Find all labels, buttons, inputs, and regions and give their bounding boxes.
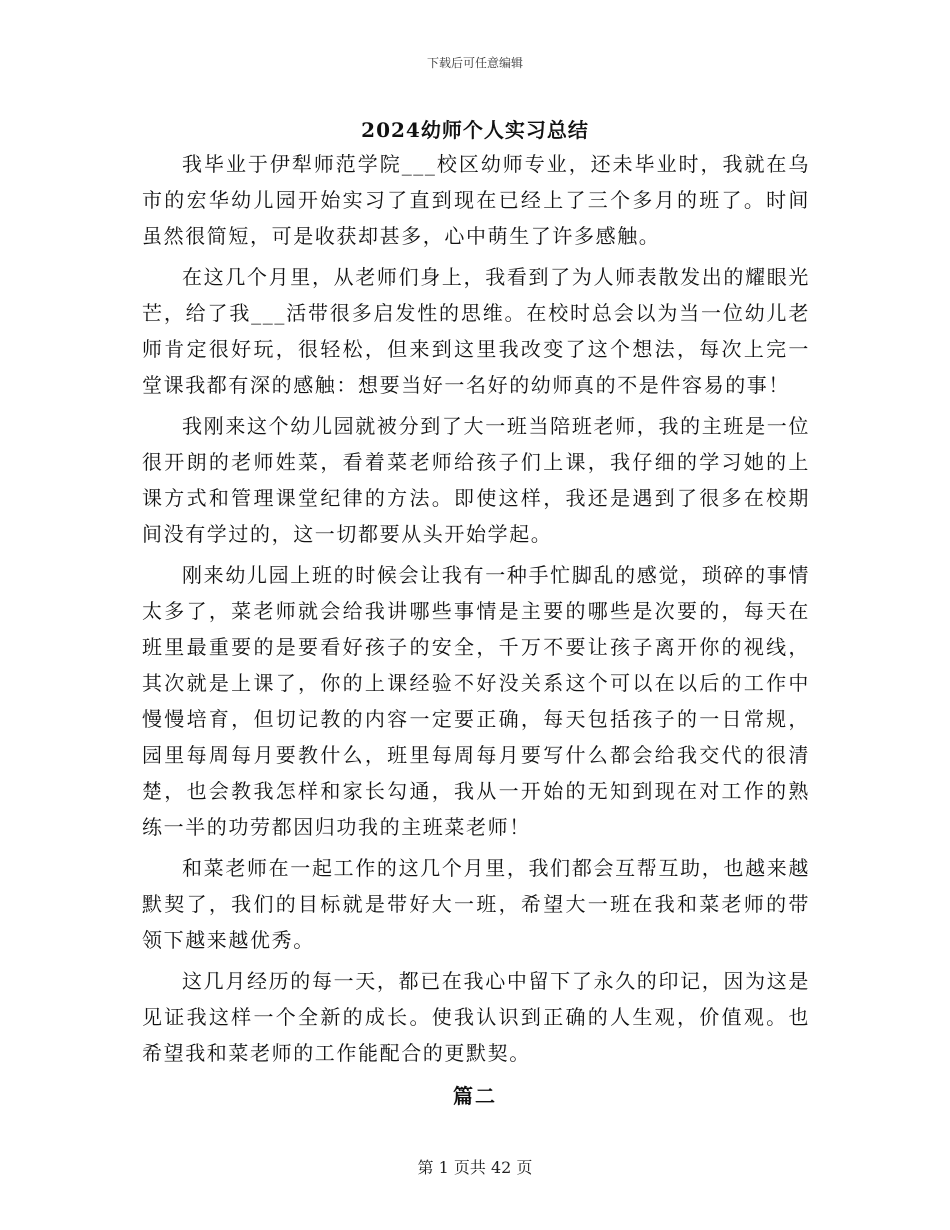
paragraph: 我毕业于伊犁师范学院___校区幼师专业，还未毕业时，我就在乌市的宏华幼儿园开始实习了直到现在已经上了三个多月的班了。时间虽然很简短，可是收获却甚多，心中萌生了许多感触。 bbox=[142, 152, 810, 248]
paragraph: 和菜老师在一起工作的这几个月里，我们都会互帮互助，也越来越默契了，我们的目标就是带好大一班，希望大一班在我和菜老师的带领下越来越优秀。 bbox=[142, 856, 810, 952]
header-note: 下载后可任意编辑 bbox=[426, 56, 523, 70]
page-footer: 第 1 页共 42 页 bbox=[417, 1158, 533, 1177]
paragraph: 我刚来这个幼儿园就被分到了大一班当陪班老师，我的主班是一位很开朗的老师姓菜，看着菜老师给孩子们上课，我仔细的学习她的上课方式和管理课堂纪律的方法。即使这样，我还是遇到了很多在校期间没有学过的，这一切都要从头开始学起。 bbox=[142, 414, 810, 546]
paragraph: 在这几个月里，从老师们身上，我看到了为人师表散发出的耀眼光芒，给了我___活带很多启发性的思维。在校时总会以为当一位幼儿老师肯定很好玩，很轻松，但来到这里我改变了这个想法，每次上完一堂课我都有深的感触：想要当好一名好的幼师真的不是件容易的事！ bbox=[142, 265, 810, 397]
paragraph: 这几月经历的每一天，都已在我心中留下了永久的印记，因为这是见证我这样一个全新的成长。使我认识到正确的人生观，价值观。也希望我和菜老师的工作能配合的更默契。 bbox=[142, 969, 810, 1065]
document-title: 2024幼师个人实习总结 bbox=[361, 118, 589, 142]
section-title: 篇二 bbox=[453, 1084, 497, 1108]
document-body bbox=[142, 146, 810, 1076]
paragraph: 刚来幼儿园上班的时候会让我有一种手忙脚乱的感觉，琐碎的事情太多了，菜老师就会给我讲哪些事情是主要的哪些是次要的，每天在班里最重要的是要看好孩子的安全，千万不要让孩子离开你的视线，其次就是上课了，你的上课经验不好没关系这个可以在以后的工作中慢慢培育，但切记教的内容一定要正确，每天包括孩子的一日常规，园里每周每月要教什么，班里每周每月要写什么都会给我交代的很清楚，也会教我怎样和家长勾通，我从一开始的无知到现在对工作的熟练一半的功劳都因归功我的主班菜老师！ bbox=[142, 563, 810, 839]
